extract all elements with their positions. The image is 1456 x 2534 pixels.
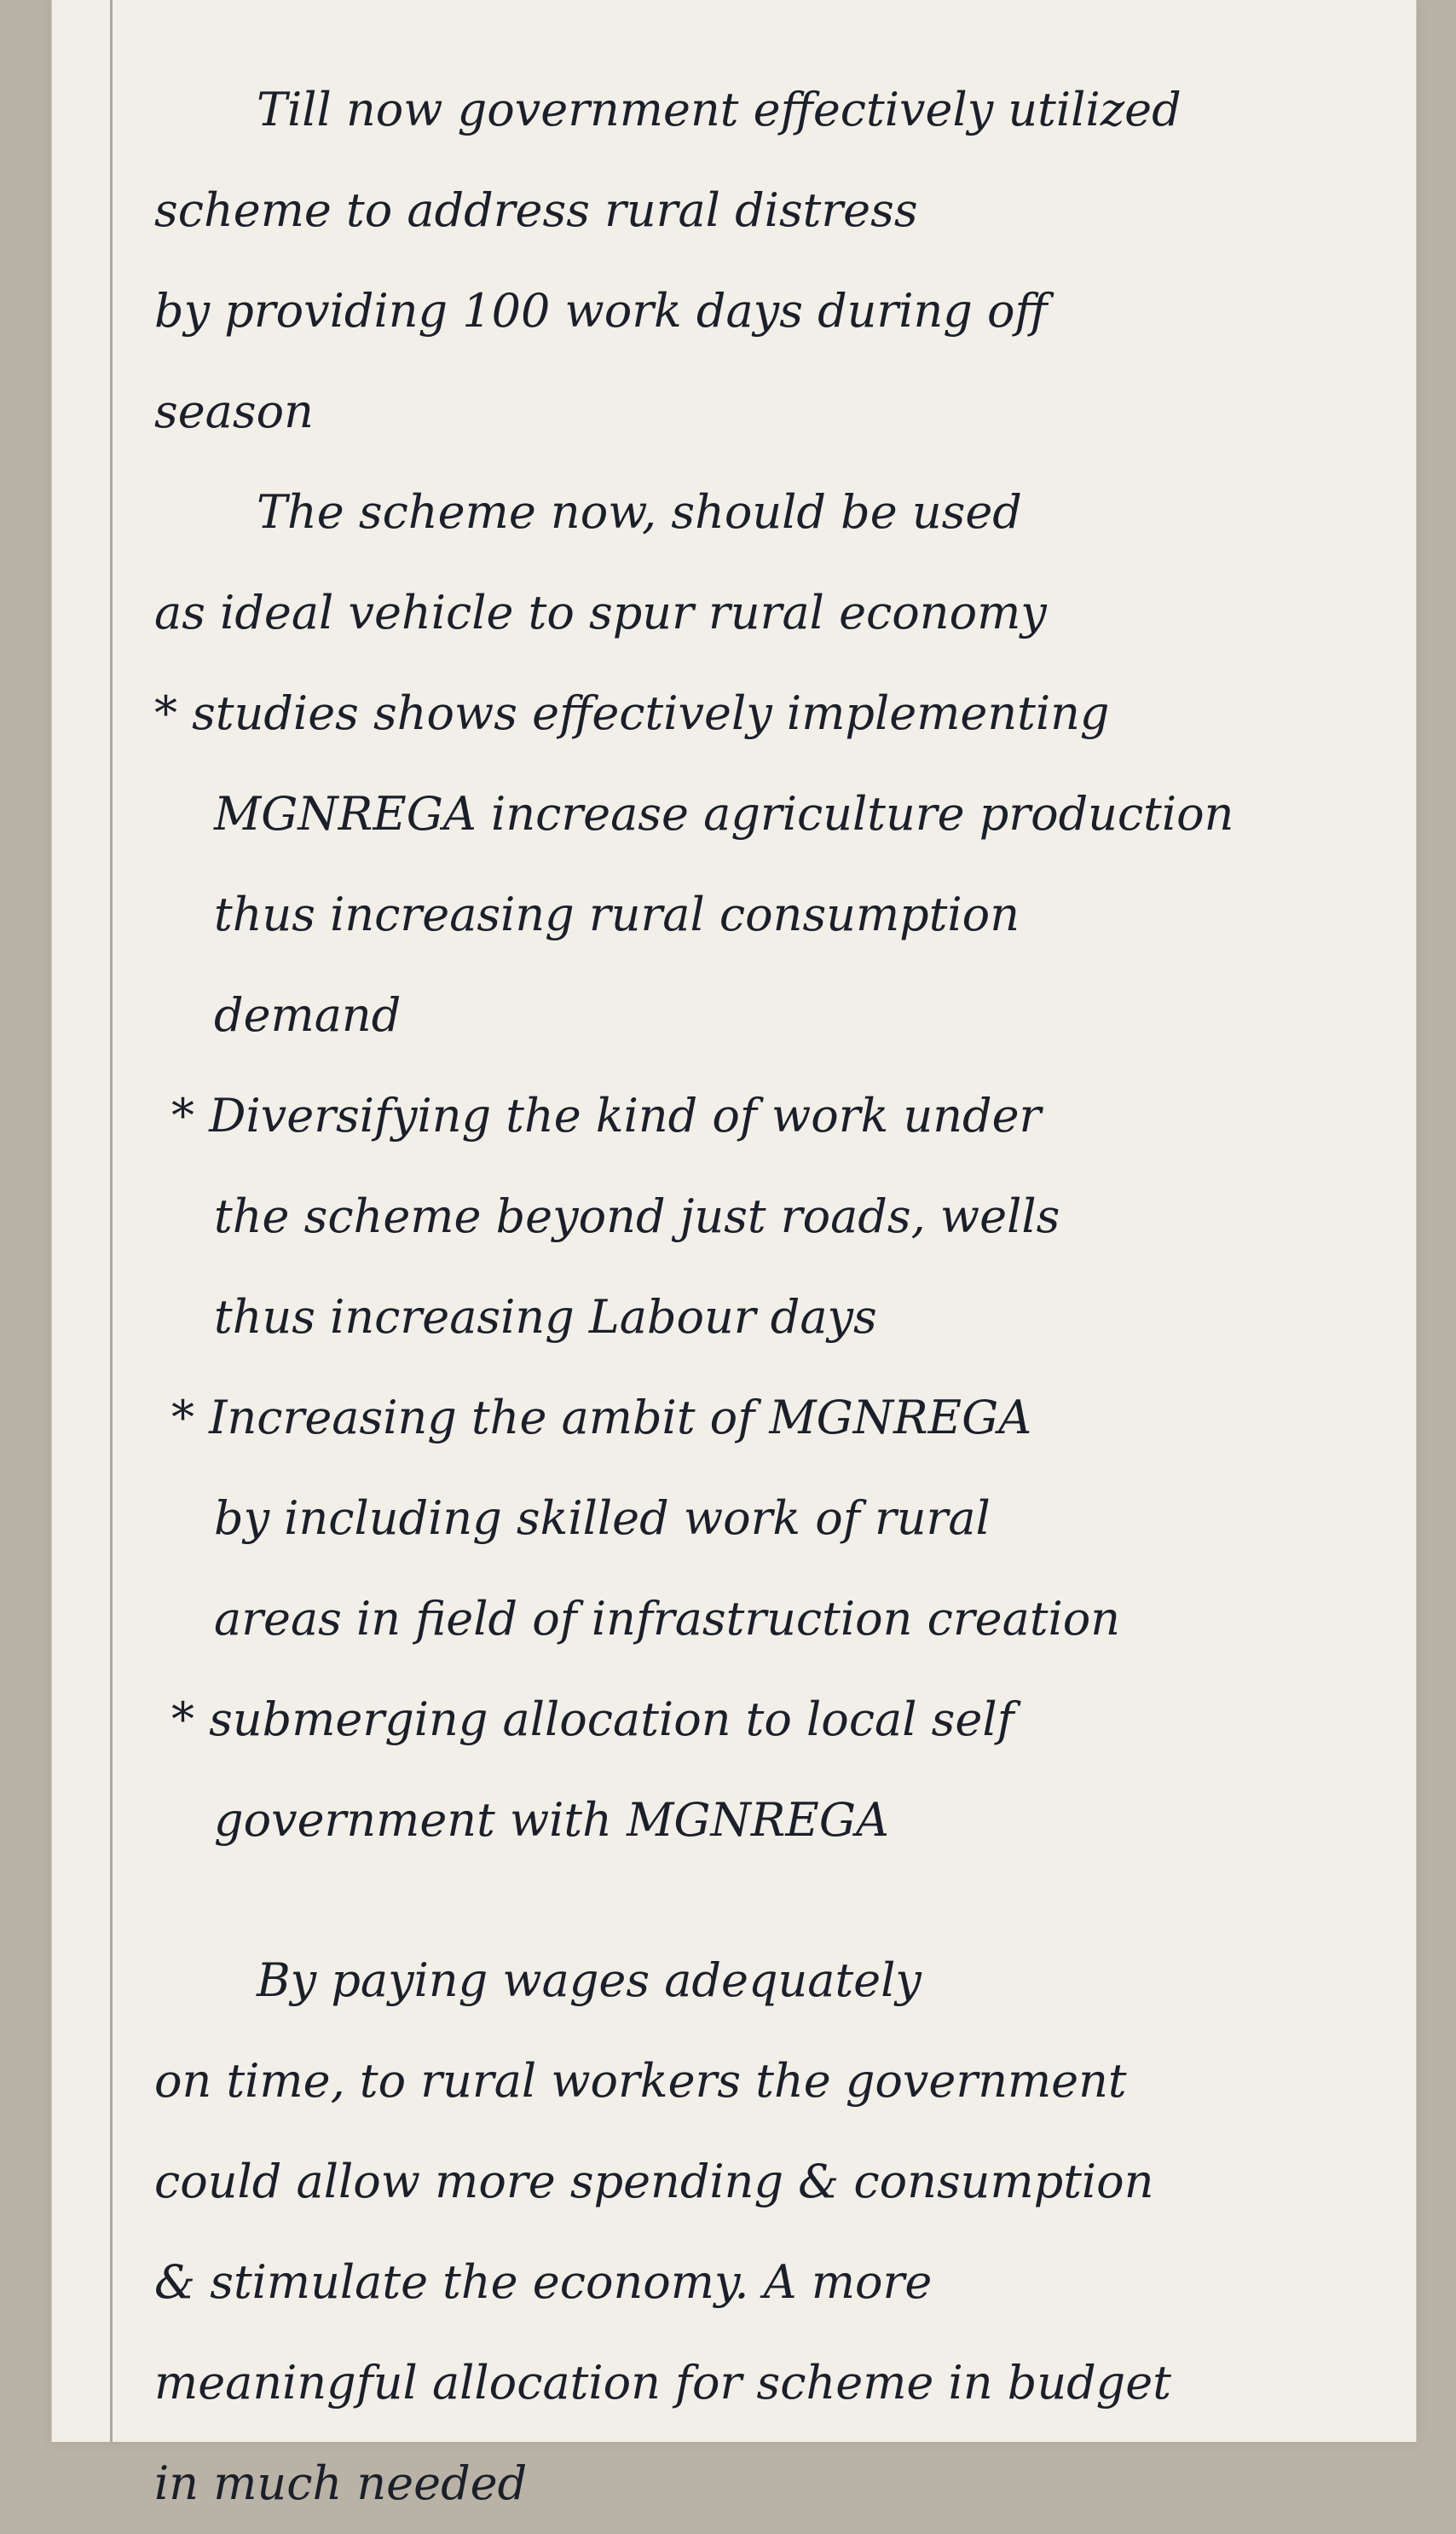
- text-line-15: by including skilled work of rural: [214, 1491, 991, 1545]
- text-line-3: by providing 100 work days during off: [154, 284, 1048, 338]
- text-line-22: & stimulate the economy. A more: [154, 2255, 933, 2309]
- text-line-20: on time, to rural workers the government: [154, 2054, 1127, 2108]
- text-line-10: demand: [214, 988, 402, 1042]
- bullet-point-2: * Diversifying the kind of work under: [171, 1089, 1042, 1143]
- bullet-point-3: * Increasing the ambit of MGNREGA: [171, 1391, 1032, 1444]
- margin-line: [110, 0, 113, 2442]
- text-line-4: season: [154, 385, 314, 438]
- text-line-21: could allow more spending & consumption: [154, 2155, 1154, 2208]
- paragraph-gap: [154, 1871, 1399, 1930]
- text-line-13: thus increasing Labour days: [214, 1290, 877, 1344]
- text-line-5: The scheme now, should be used: [257, 485, 1022, 539]
- text-line-8: MGNREGA increase agriculture production: [214, 787, 1234, 841]
- text-line-1: Till now government effectively utilized: [257, 83, 1182, 136]
- text-line-23: meaningful allocation for scheme in budget: [154, 2356, 1171, 2410]
- text-line-24: in much needed: [154, 2456, 528, 2510]
- text-line-18: government with MGNREGA: [214, 1793, 889, 1847]
- notebook-page: [51, 0, 1417, 2510]
- text-line-12: the scheme beyond just roads, wells: [214, 1189, 1060, 1243]
- text-line-19: By paying wages adequately: [257, 1953, 922, 2007]
- handwritten-answer: [154, 60, 1399, 2534]
- text-line-9: thus increasing rural consumption: [214, 888, 1020, 941]
- text-line-6: as ideal vehicle to spur rural economy: [154, 586, 1047, 639]
- bullet-point-1: * studies shows effectively implementing: [154, 686, 1110, 740]
- text-line-16: areas in field of infrastruction creation: [214, 1592, 1121, 1646]
- text-line-2: scheme to address rural distress: [154, 183, 918, 237]
- bullet-point-4: * submerging allocation to local self: [171, 1692, 1014, 1746]
